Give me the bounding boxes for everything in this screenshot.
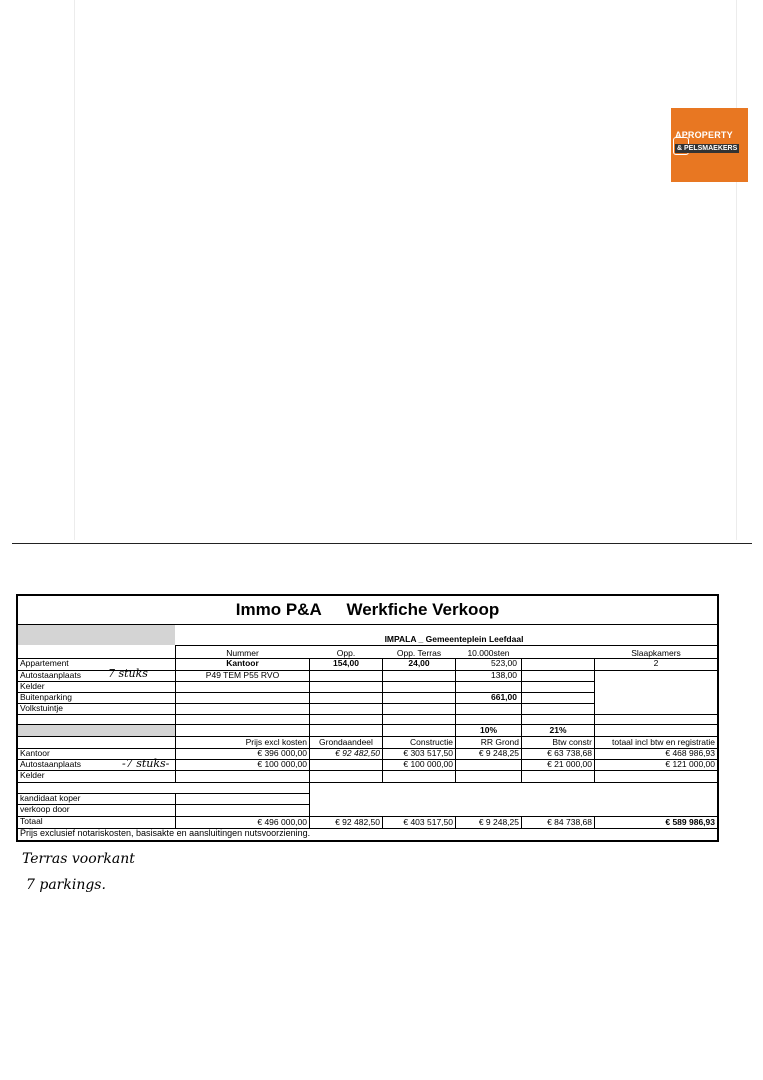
price-btw: € 63 738,68 — [547, 749, 592, 758]
handwritten-note: 7 parkings. — [26, 877, 106, 893]
totaal-rr: € 9 248,25 — [478, 818, 519, 827]
company-logo — [671, 108, 748, 182]
price-constr: € 100 000,00 — [403, 760, 453, 769]
pct-btw: 21% — [549, 726, 567, 735]
title-document: Werkfiche Verkoop — [346, 600, 500, 619]
grid-line — [18, 736, 717, 737]
price-totaal: € 468 986,93 — [665, 749, 715, 758]
sales-worksheet — [16, 594, 719, 842]
header-nummer: Nummer — [226, 649, 259, 658]
project-name: IMPALA _ Gemeenteplein Leefdaal — [384, 635, 524, 644]
price-btw: € 21 000,00 — [547, 760, 592, 769]
row-label: Kantoor — [20, 749, 50, 758]
row-label: Appartement — [20, 659, 69, 668]
unit-terras: 24,00 — [408, 659, 430, 668]
price-prijs: € 396 000,00 — [257, 749, 307, 758]
totaal-grond: € 92 482,50 — [335, 818, 380, 827]
footnote: Prijs exclusief notariskosten, basisakte en aansluitingen nutsvoorziening. — [20, 829, 311, 838]
header-prijs: Prijs excl kosten — [245, 738, 307, 747]
handwritten-note: -7 stuks- — [122, 757, 170, 770]
page-divider — [12, 543, 752, 544]
header-rr-grond: RR Grond — [480, 738, 519, 747]
row-label: Autostaanplaats — [20, 760, 81, 769]
unit-10000sten: 138,00 — [491, 671, 517, 680]
redacted-block — [18, 625, 175, 645]
header-btw-constr: Btw constr — [552, 738, 592, 747]
row-label: Kelder — [20, 771, 45, 780]
unit-nummer: Kantoor — [226, 659, 259, 668]
header-10000sten: 10.000sten — [467, 649, 510, 658]
row-label: Autostaanplaats — [20, 671, 81, 680]
price-grond: € 92 482,50 — [335, 749, 380, 758]
totaal-btw: € 84 738,68 — [547, 818, 592, 827]
header-constructie: Constructie — [410, 738, 453, 747]
header-grondaandeel: Grondaandeel — [319, 738, 373, 747]
row-label: Volkstuintje — [20, 704, 63, 713]
shaded-block — [18, 724, 175, 736]
price-totaal: € 121 000,00 — [665, 760, 715, 769]
row-label: Buitenparking — [20, 693, 72, 702]
header-opp: Opp. — [336, 649, 356, 658]
row-label: Kelder — [20, 682, 45, 691]
pct-rr-grond: 10% — [479, 726, 497, 735]
grid-line — [175, 645, 717, 646]
sheet-title — [18, 596, 717, 625]
logo-line-2: & PELSMAEKERS — [677, 145, 738, 152]
handwritten-note: Terras voorkant — [22, 851, 135, 867]
grid-line — [18, 782, 717, 783]
kandidaat-koper-label: kandidaat koper — [20, 794, 81, 803]
title-company: Immo P&A — [235, 600, 322, 619]
price-constr: € 303 517,50 — [403, 749, 453, 758]
header-slaapkamers: Slaapkamers — [631, 649, 681, 658]
price-prijs: € 100 000,00 — [257, 760, 307, 769]
totaal-constr: € 403 517,50 — [403, 818, 453, 827]
grid-line — [18, 724, 717, 725]
verkoop-door-label: verkoop door — [20, 805, 70, 814]
unit-slaapkamers: 2 — [653, 659, 659, 668]
handwritten-note: 7 stuks — [108, 667, 148, 680]
scan-edge-line — [736, 0, 737, 540]
price-rr: € 9 248,25 — [478, 749, 519, 758]
grid-line — [18, 714, 717, 715]
unit-10000sten: 661,00 — [491, 693, 517, 702]
header-totaal: totaal incl btw en registratie — [612, 738, 715, 747]
header-opp-terras: Opp. Terras — [396, 649, 442, 658]
scan-edge-line — [74, 0, 75, 540]
totaal-prijs: € 496 000,00 — [257, 818, 307, 827]
unit-nummer: P49 TEM P55 RVO — [205, 671, 280, 680]
unit-opp: 154,00 — [333, 659, 359, 668]
unit-10000sten: 523,00 — [491, 659, 517, 668]
totaal-grand: € 589 986,93 — [665, 818, 715, 827]
totaal-label: Totaal — [20, 817, 43, 826]
logo-line-1: APROPERTY — [675, 130, 733, 140]
